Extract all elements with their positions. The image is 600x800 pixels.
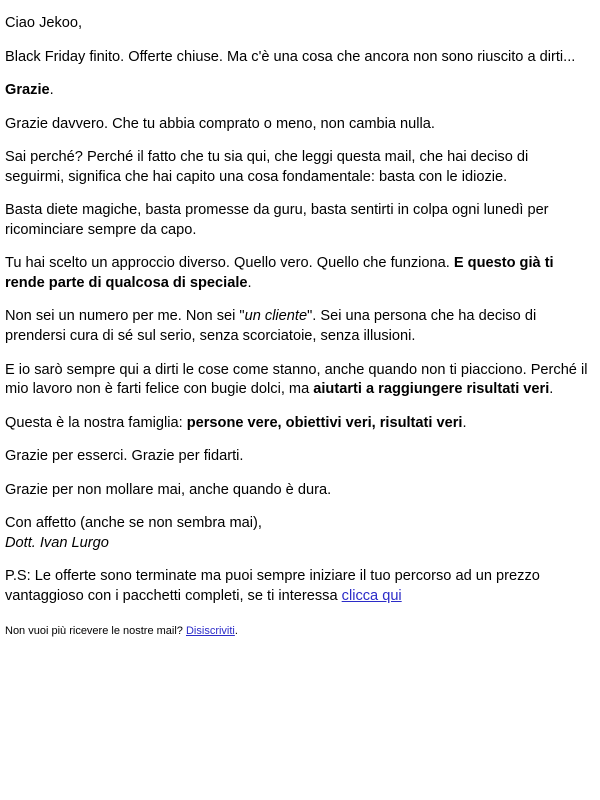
footer-trailing-punct: .	[234, 625, 238, 638]
intro-text: Black Friday finito. Offerte chiuse. Ma c'è una cosa che ancora non sono riuscito a dirti...	[5, 48, 576, 65]
unsubscribe-prompt-text: Non vuoi più ricevere le nostre mail?	[5, 625, 186, 638]
numero-text-part1: Non sei un numero per me. Non sei "	[5, 308, 245, 325]
approccio-bold-text: E questo già ti rende parte di qualcosa di speciale	[5, 255, 554, 291]
reason-text: Sai perché? Perché il fatto che tu sia qui, che leggi questa mail, che hai deciso di seguirmi, significa che hai capito una cosa fondamentale: basta con le idiozie.	[5, 149, 529, 185]
basta-text: Basta diete magiche, basta promesse da guru, basta sentirti in colpa ogni lunedì per ricominciare sempre da capo.	[5, 202, 549, 238]
ps-text: P.S: Le offerte sono terminate ma puoi sempre iniziare il tuo percorso ad un prezzo vantaggioso con i pacchetti completi, se ti interessa	[5, 568, 540, 604]
numero-paragraph	[5, 307, 590, 346]
saro-punct: .	[549, 381, 554, 398]
saro-plain-text: E io sarò sempre qui a dirti le cose come stanno, anche quando non ti piacciono. Perché il mio lavoro non è farti felice con bugie dolci, ma	[5, 361, 588, 398]
greeting-text: Ciao Jekoo,	[5, 15, 83, 31]
footer	[5, 624, 590, 638]
famiglia-punct: .	[462, 414, 467, 431]
signature-paragraph	[5, 514, 590, 553]
thanks-heading-punct: .	[49, 82, 54, 99]
saro-bold-text: aiutarti a raggiungere risultati veri	[313, 381, 550, 398]
thanks-heading-bold: Grazie	[5, 82, 50, 99]
greeting-paragraph	[5, 14, 590, 34]
numero-italic-text: un cliente	[244, 308, 308, 325]
clicca-qui-link[interactable]: clicca qui	[341, 587, 402, 604]
numero-text-part2: ". Sei una persona che ha deciso di prendersi cura di sé sul serio, senza scorciatoie, senza illusioni.	[5, 308, 537, 345]
unsubscribe-link[interactable]: Disiscriviti	[185, 625, 235, 638]
thanks-paragraph	[5, 115, 590, 135]
closing-line-text: Con affetto (anche se non sembra mai),	[5, 515, 262, 532]
grazie-esserci-paragraph	[5, 447, 590, 467]
basta-paragraph	[5, 201, 590, 240]
approccio-plain-text: Tu hai scelto un approccio diverso. Quello vero. Quello che funziona.	[5, 255, 454, 272]
ps-paragraph	[5, 567, 590, 606]
grazie-mollare-paragraph	[5, 481, 590, 501]
grazie-mollare-text: Grazie per non mollare mai, anche quando è dura.	[5, 481, 332, 498]
famiglia-paragraph	[5, 414, 590, 434]
thanks-text: Grazie davvero. Che tu abbia comprato o meno, non cambia nulla.	[5, 115, 435, 132]
grazie-esserci-text: Grazie per esserci. Grazie per fidarti.	[5, 448, 244, 465]
approccio-punct: .	[247, 274, 252, 291]
reason-paragraph	[5, 148, 590, 187]
famiglia-plain-text: Questa è la nostra famiglia:	[5, 414, 187, 431]
intro-paragraph	[5, 48, 590, 68]
saro-paragraph	[5, 361, 590, 400]
thanks-heading-paragraph	[5, 81, 590, 101]
famiglia-bold-text: persone vere, obiettivi veri, risultati veri	[186, 414, 463, 431]
approccio-paragraph	[5, 254, 590, 293]
signature-name-text: Dott. Ivan Lurgo	[5, 534, 109, 551]
